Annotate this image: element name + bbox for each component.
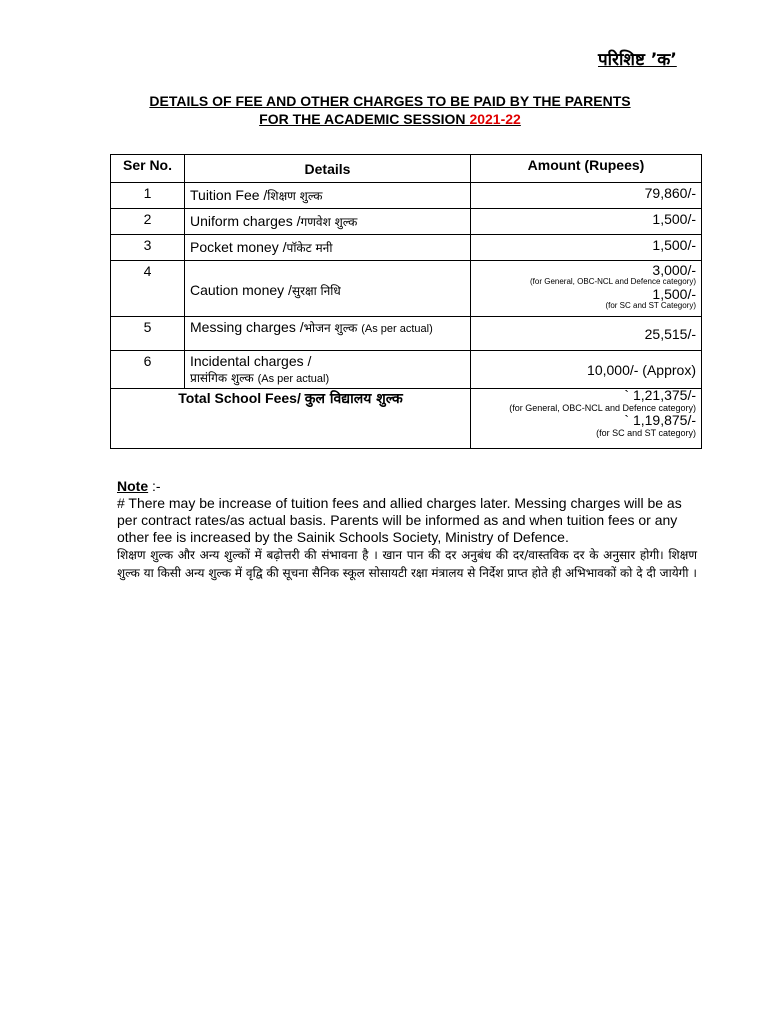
annexure-label: परिशिष्ट ’क’	[598, 50, 677, 70]
amount-general-note: (for General, OBC-NCL and Defence category)	[530, 277, 696, 286]
row-amount: 1,500/-	[471, 209, 702, 235]
row-details	[185, 183, 471, 209]
row-amount: 79,860/-	[471, 183, 702, 209]
detail-hi: शिक्षण शुल्क	[267, 189, 323, 203]
row-details	[185, 317, 471, 351]
detail-en: Uniform charges /	[190, 213, 301, 229]
detail-hi: भोजन शुल्क	[303, 321, 358, 335]
row-serno: 6	[111, 351, 185, 389]
total-amount	[471, 389, 702, 449]
header-serno: Ser No.	[111, 155, 185, 183]
row-details	[185, 261, 471, 317]
total-label-en: Total School Fees/	[178, 390, 301, 406]
row-serno: 3	[111, 235, 185, 261]
table-row	[111, 317, 702, 351]
table-row	[111, 261, 702, 317]
row-amount: 10,000/- (Approx)	[471, 351, 702, 389]
table-total-row	[111, 389, 702, 449]
header-amount: Amount (Rupees)	[471, 155, 702, 183]
row-serno: 2	[111, 209, 185, 235]
total-amount-sc-st: ` 1,19,875/-	[624, 412, 696, 428]
table-row	[111, 235, 702, 261]
page-title-line1: DETAILS OF FEE AND OTHER CHARGES TO BE PAID BY THE PARENTS	[149, 93, 631, 109]
row-details	[185, 209, 471, 235]
amount-sc-st: 1,500/-	[652, 286, 696, 302]
detail-hi: पॉकेट मनी	[286, 241, 333, 255]
table-row	[111, 183, 702, 209]
row-amount	[471, 261, 702, 317]
detail-en: Messing charges /	[190, 319, 304, 335]
note-hindi: शिक्षण शुल्क और अन्य शुल्कों में बढ़ोत्तरी की संभावना है । खान पान की दर अनुबंध की दर/वास्तविक दर के अनुसार होगी। शिक्षण शुल्क या किसी अन्य शुल्क में वृद्वि की सूचना सैनिक स्कूल सोसायटी रक्षा मंत्रालय से निर्देश प्राप्त होते ही अभिभावकों को दे दी जायेगी ।	[117, 548, 697, 580]
header-details: Details	[185, 155, 471, 183]
row-details	[185, 235, 471, 261]
detail-note: (As per actual)	[257, 373, 330, 385]
total-amount-general: ` 1,21,375/-	[624, 387, 696, 403]
row-amount: 25,515/-	[471, 317, 702, 351]
detail-note: (As per actual)	[361, 323, 433, 335]
row-serno: 1	[111, 183, 185, 209]
total-label	[111, 389, 471, 449]
page-title-line2	[110, 110, 670, 128]
session-year: 2021-22	[469, 111, 521, 127]
note-heading-suffix: :-	[148, 478, 161, 494]
total-label-hi: कुल विद्यालय शुल्क	[304, 391, 403, 407]
detail-en: Tuition Fee /	[190, 187, 268, 203]
note-heading-line	[117, 478, 697, 495]
detail-en: Incidental charges /	[190, 353, 312, 369]
row-serno: 5	[111, 317, 185, 351]
note-english: # There may be increase of tuition fees and allied charges later. Messing charges will be as per contract rates/as actual basis. Parents will be informed as and when tuition fees or any other fee is increased by the Sainik Schools Society, Ministry of Defence.	[117, 495, 682, 545]
table-row	[111, 351, 702, 389]
table-row	[111, 209, 702, 235]
total-amount-sc-st-note: (for SC and ST category)	[596, 428, 696, 438]
fee-table	[110, 154, 702, 449]
amount-sc-st-note: (for SC and ST Category)	[605, 301, 696, 310]
note-heading: Note	[117, 478, 149, 494]
row-amount: 1,500/-	[471, 235, 702, 261]
detail-hi: प्रासंगिक शुल्क	[190, 371, 254, 385]
detail-hi: गणवेश शुल्क	[300, 215, 358, 229]
note-section	[117, 478, 697, 582]
amount-general: 3,000/-	[652, 262, 696, 278]
detail-en: Pocket money /	[190, 239, 287, 255]
title-prefix: FOR THE ACADEMIC SESSION	[259, 111, 470, 127]
detail-hi: सुरक्षा निधि	[291, 284, 341, 298]
table-header-row	[111, 155, 702, 183]
detail-en: Caution money /	[190, 282, 292, 298]
total-amount-general-note: (for General, OBC-NCL and Defence category)	[509, 403, 696, 413]
row-details	[185, 351, 471, 389]
row-serno: 4	[111, 261, 185, 317]
